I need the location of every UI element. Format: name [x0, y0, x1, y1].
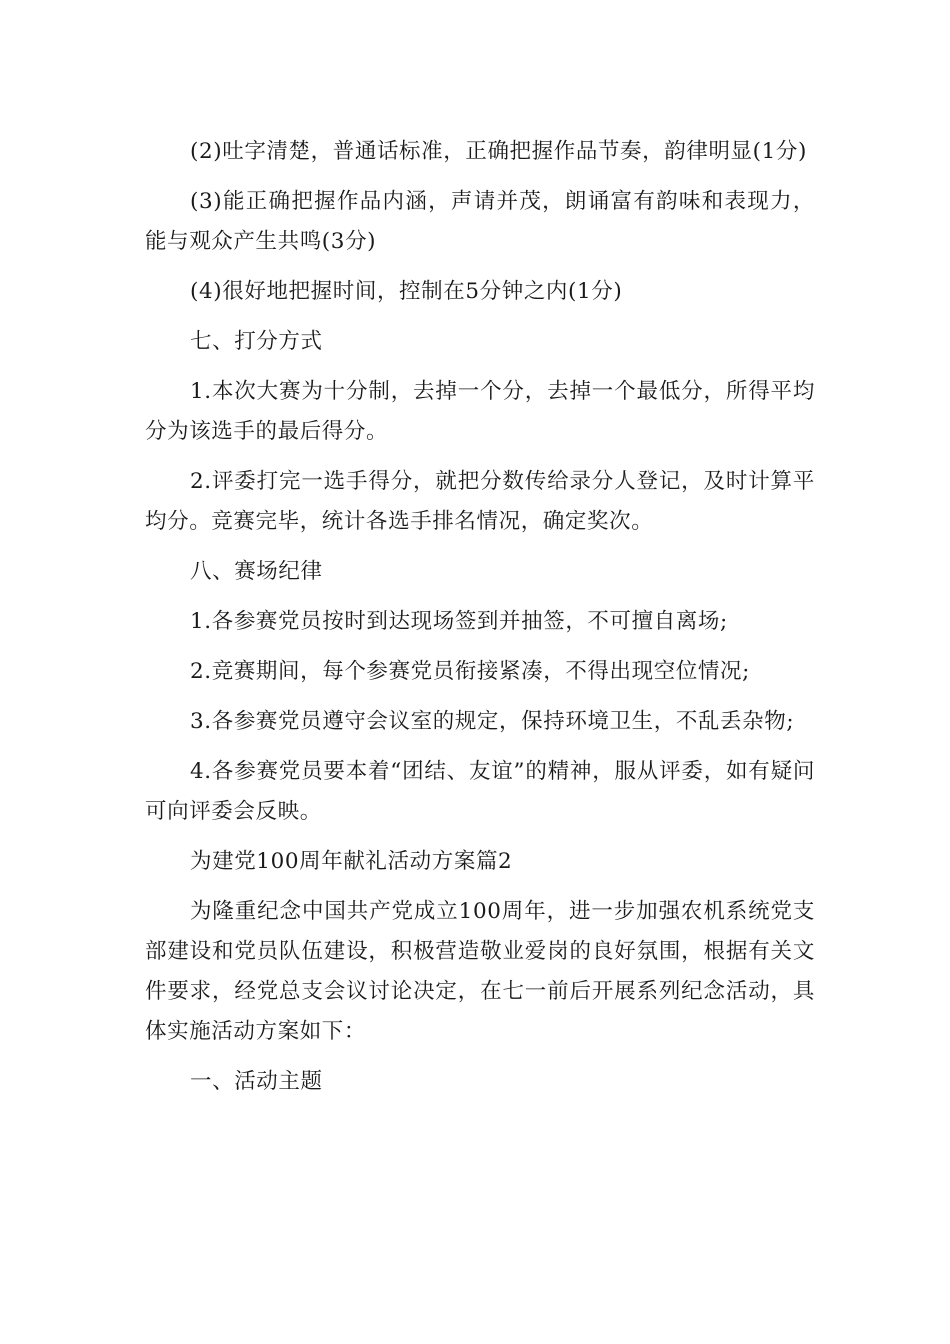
document-body — [145, 132, 815, 1112]
section-heading-scoring-method: 七、打分方式 — [190, 329, 323, 354]
discipline-item-3: 3.各参赛党员遵守会议室的规定，保持环境卫生，不乱丢杂物; — [190, 709, 795, 734]
plan-2-title: 为建党100周年献礼活动方案篇2 — [190, 849, 513, 874]
scoring-criterion-4: (4)很好地把握时间，控制在5分钟之内(1分) — [190, 279, 623, 304]
scoring-method-item-2: 2.评委打完一选手得分，就把分数传给录分人登记，及时计算平均分。竞赛完毕，统计各选手排名情况，确定奖次。 — [145, 469, 815, 534]
section-heading-activity-theme: 一、活动主题 — [190, 1069, 323, 1094]
scoring-criterion-2: (2)吐字清楚，普通话标准，正确把握作品节奏，韵律明显(1分) — [190, 139, 808, 164]
scoring-criterion-3: (3)能正确把握作品内涵，声请并茂，朗诵富有韵味和表现力，能与观众产生共鸣(3分) — [145, 189, 815, 254]
discipline-item-4: 4.各参赛党员要本着“团结、友谊”的精神，服从评委，如有疑问可向评委会反映。 — [145, 759, 815, 824]
plan-2-intro: 为隆重纪念中国共产党成立100周年，进一步加强农机系统党支部建设和党员队伍建设，积极营造敬业爱岗的良好氛围，根据有关文件要求，经党总支会议讨论决定，在七一前后开展系列纪念活动，具体实施活动方案如下： — [145, 899, 815, 1044]
discipline-item-2: 2.竞赛期间，每个参赛党员衔接紧凑，不得出现空位情况; — [190, 659, 750, 684]
section-heading-discipline: 八、赛场纪律 — [190, 559, 323, 584]
scoring-method-item-1: 1.本次大赛为十分制，去掉一个分，去掉一个最低分，所得平均分为该选手的最后得分。 — [145, 379, 815, 444]
discipline-item-1: 1.各参赛党员按时到达现场签到并抽签，不可擅自离场; — [190, 609, 728, 634]
